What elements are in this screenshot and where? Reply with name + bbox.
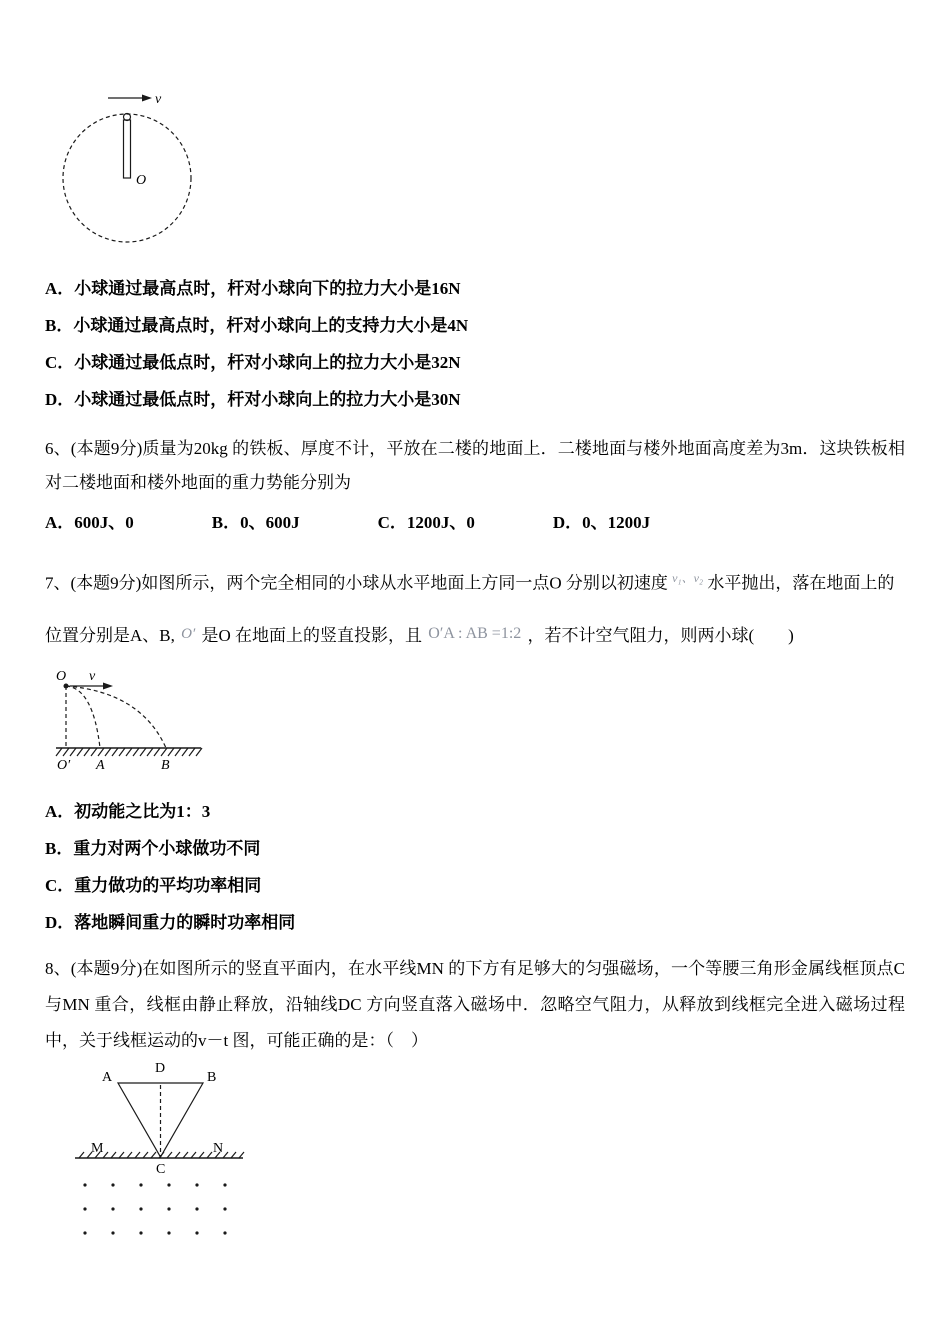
q7-text-part1: 7、(本题9分)如图所示，两个完全相同的小球从水平地面上方同一点O 分别以初速度 bbox=[45, 573, 668, 593]
q7-text-part3: 位置分别是A、B, bbox=[45, 625, 175, 645]
q6-option-d: D．0、1200J bbox=[552, 513, 651, 532]
a-vertex-label: A bbox=[102, 1069, 113, 1085]
q7-formula-oprime: O′ bbox=[181, 625, 196, 642]
b-point-label: B bbox=[161, 757, 170, 773]
q6-option-a: A．600J、0 bbox=[45, 513, 134, 532]
q5-option-a bbox=[45, 270, 905, 307]
option-letter: A． bbox=[45, 279, 75, 298]
option-text: 重力做功的平均功率相同 bbox=[74, 875, 262, 895]
q5-options bbox=[45, 270, 905, 418]
q5-option-c bbox=[45, 344, 905, 381]
c-vertex-label: C bbox=[156, 1161, 166, 1177]
q7-text-part2: 水平抛出，落在地面上的 bbox=[707, 573, 895, 593]
q7-option-d bbox=[45, 904, 905, 941]
option-letter: B． bbox=[45, 316, 74, 335]
option-text: 重力对两个小球做功不同 bbox=[73, 838, 261, 858]
option-text: 落地瞬间重力的瞬时功率相同 bbox=[74, 912, 296, 932]
q5-option-d bbox=[45, 381, 905, 418]
option-text: 小球通过最低点时，杆对小球向上的拉力大小是32N bbox=[74, 353, 461, 372]
q7-options bbox=[45, 793, 905, 941]
option-text: 小球通过最低点时，杆对小球向上的拉力大小是30N bbox=[74, 390, 461, 409]
q6-text: 6、(本题9分)质量为20kg 的铁板、厚度不计，平放在二楼的地面上．二楼地面与楼外地面高度差为3m．这块铁板相对二楼地面和楼外地面的重力势能分别为 bbox=[45, 439, 905, 492]
q6-option-b: B．0、600J bbox=[211, 513, 300, 532]
option-letter: A． bbox=[45, 801, 75, 821]
o-point-label: O bbox=[56, 668, 67, 684]
q6-option-c: C．1200J、0 bbox=[377, 513, 475, 532]
trajectory-2 bbox=[66, 686, 166, 748]
q6-options bbox=[45, 506, 905, 540]
option-letter: D． bbox=[45, 390, 75, 409]
trajectory-1 bbox=[66, 686, 100, 748]
option-text: 初动能之比为1：3 bbox=[74, 801, 211, 821]
q5-rod-circle-diagram bbox=[45, 86, 215, 248]
velocity-label: v bbox=[155, 92, 162, 107]
q8-text: 8、(本题9分)在如图所示的竖直平面内，在水平线MN 的下方有足够大的匀强磁场，一个等腰三角形金属线框顶点C 与MN 重合，线框由静止释放，沿轴线DC 方向竖直落入磁场中．忽略空气阻力，从释放到线框完全进入磁场过程中，关于线框运动的v－t 图，可能正确的是：（ ） bbox=[45, 958, 905, 1050]
q7-option-a bbox=[45, 793, 905, 830]
q7-projectile-diagram bbox=[53, 667, 273, 779]
q7-formula-ratio: O′A : AB =1:2 bbox=[428, 624, 522, 642]
q7-option-c bbox=[45, 867, 905, 904]
ground-hatching bbox=[56, 748, 202, 756]
m-point-label: M bbox=[91, 1140, 104, 1156]
option-text: 小球通过最高点时，杆对小球向下的拉力大小是16N bbox=[74, 279, 461, 298]
q8-triangle-field-diagram bbox=[73, 1061, 273, 1245]
option-text: 小球通过最高点时，杆对小球向上的支持力大小是4N bbox=[73, 316, 469, 335]
option-letter: D． bbox=[45, 912, 75, 932]
q7-text-part5: ，若不计空气阻力，则两小球( ) bbox=[527, 625, 794, 645]
q7-option-b bbox=[45, 830, 905, 867]
option-letter: C． bbox=[45, 353, 75, 372]
option-letter: B． bbox=[45, 838, 74, 858]
velocity-arrowhead bbox=[142, 95, 152, 102]
q7-formula-v1v2: v₁、v₂ bbox=[672, 571, 704, 585]
center-o-label: O bbox=[136, 173, 147, 188]
rod bbox=[124, 120, 131, 178]
q5-option-b bbox=[45, 307, 905, 344]
velocity-label: v bbox=[89, 668, 96, 684]
o-prime-label: O′ bbox=[57, 757, 71, 773]
option-letter: C． bbox=[45, 875, 75, 895]
q7-text bbox=[45, 552, 905, 663]
d-vertex-label: D bbox=[155, 1060, 166, 1076]
b-vertex-label: B bbox=[207, 1069, 217, 1085]
magnetic-field-dots bbox=[83, 1183, 226, 1234]
q7-text-part4: 是O 在地面上的竖直投影，且 bbox=[201, 625, 423, 645]
n-point-label: N bbox=[213, 1140, 224, 1156]
a-point-label: A bbox=[96, 757, 105, 773]
velocity-arrowhead bbox=[103, 682, 113, 689]
